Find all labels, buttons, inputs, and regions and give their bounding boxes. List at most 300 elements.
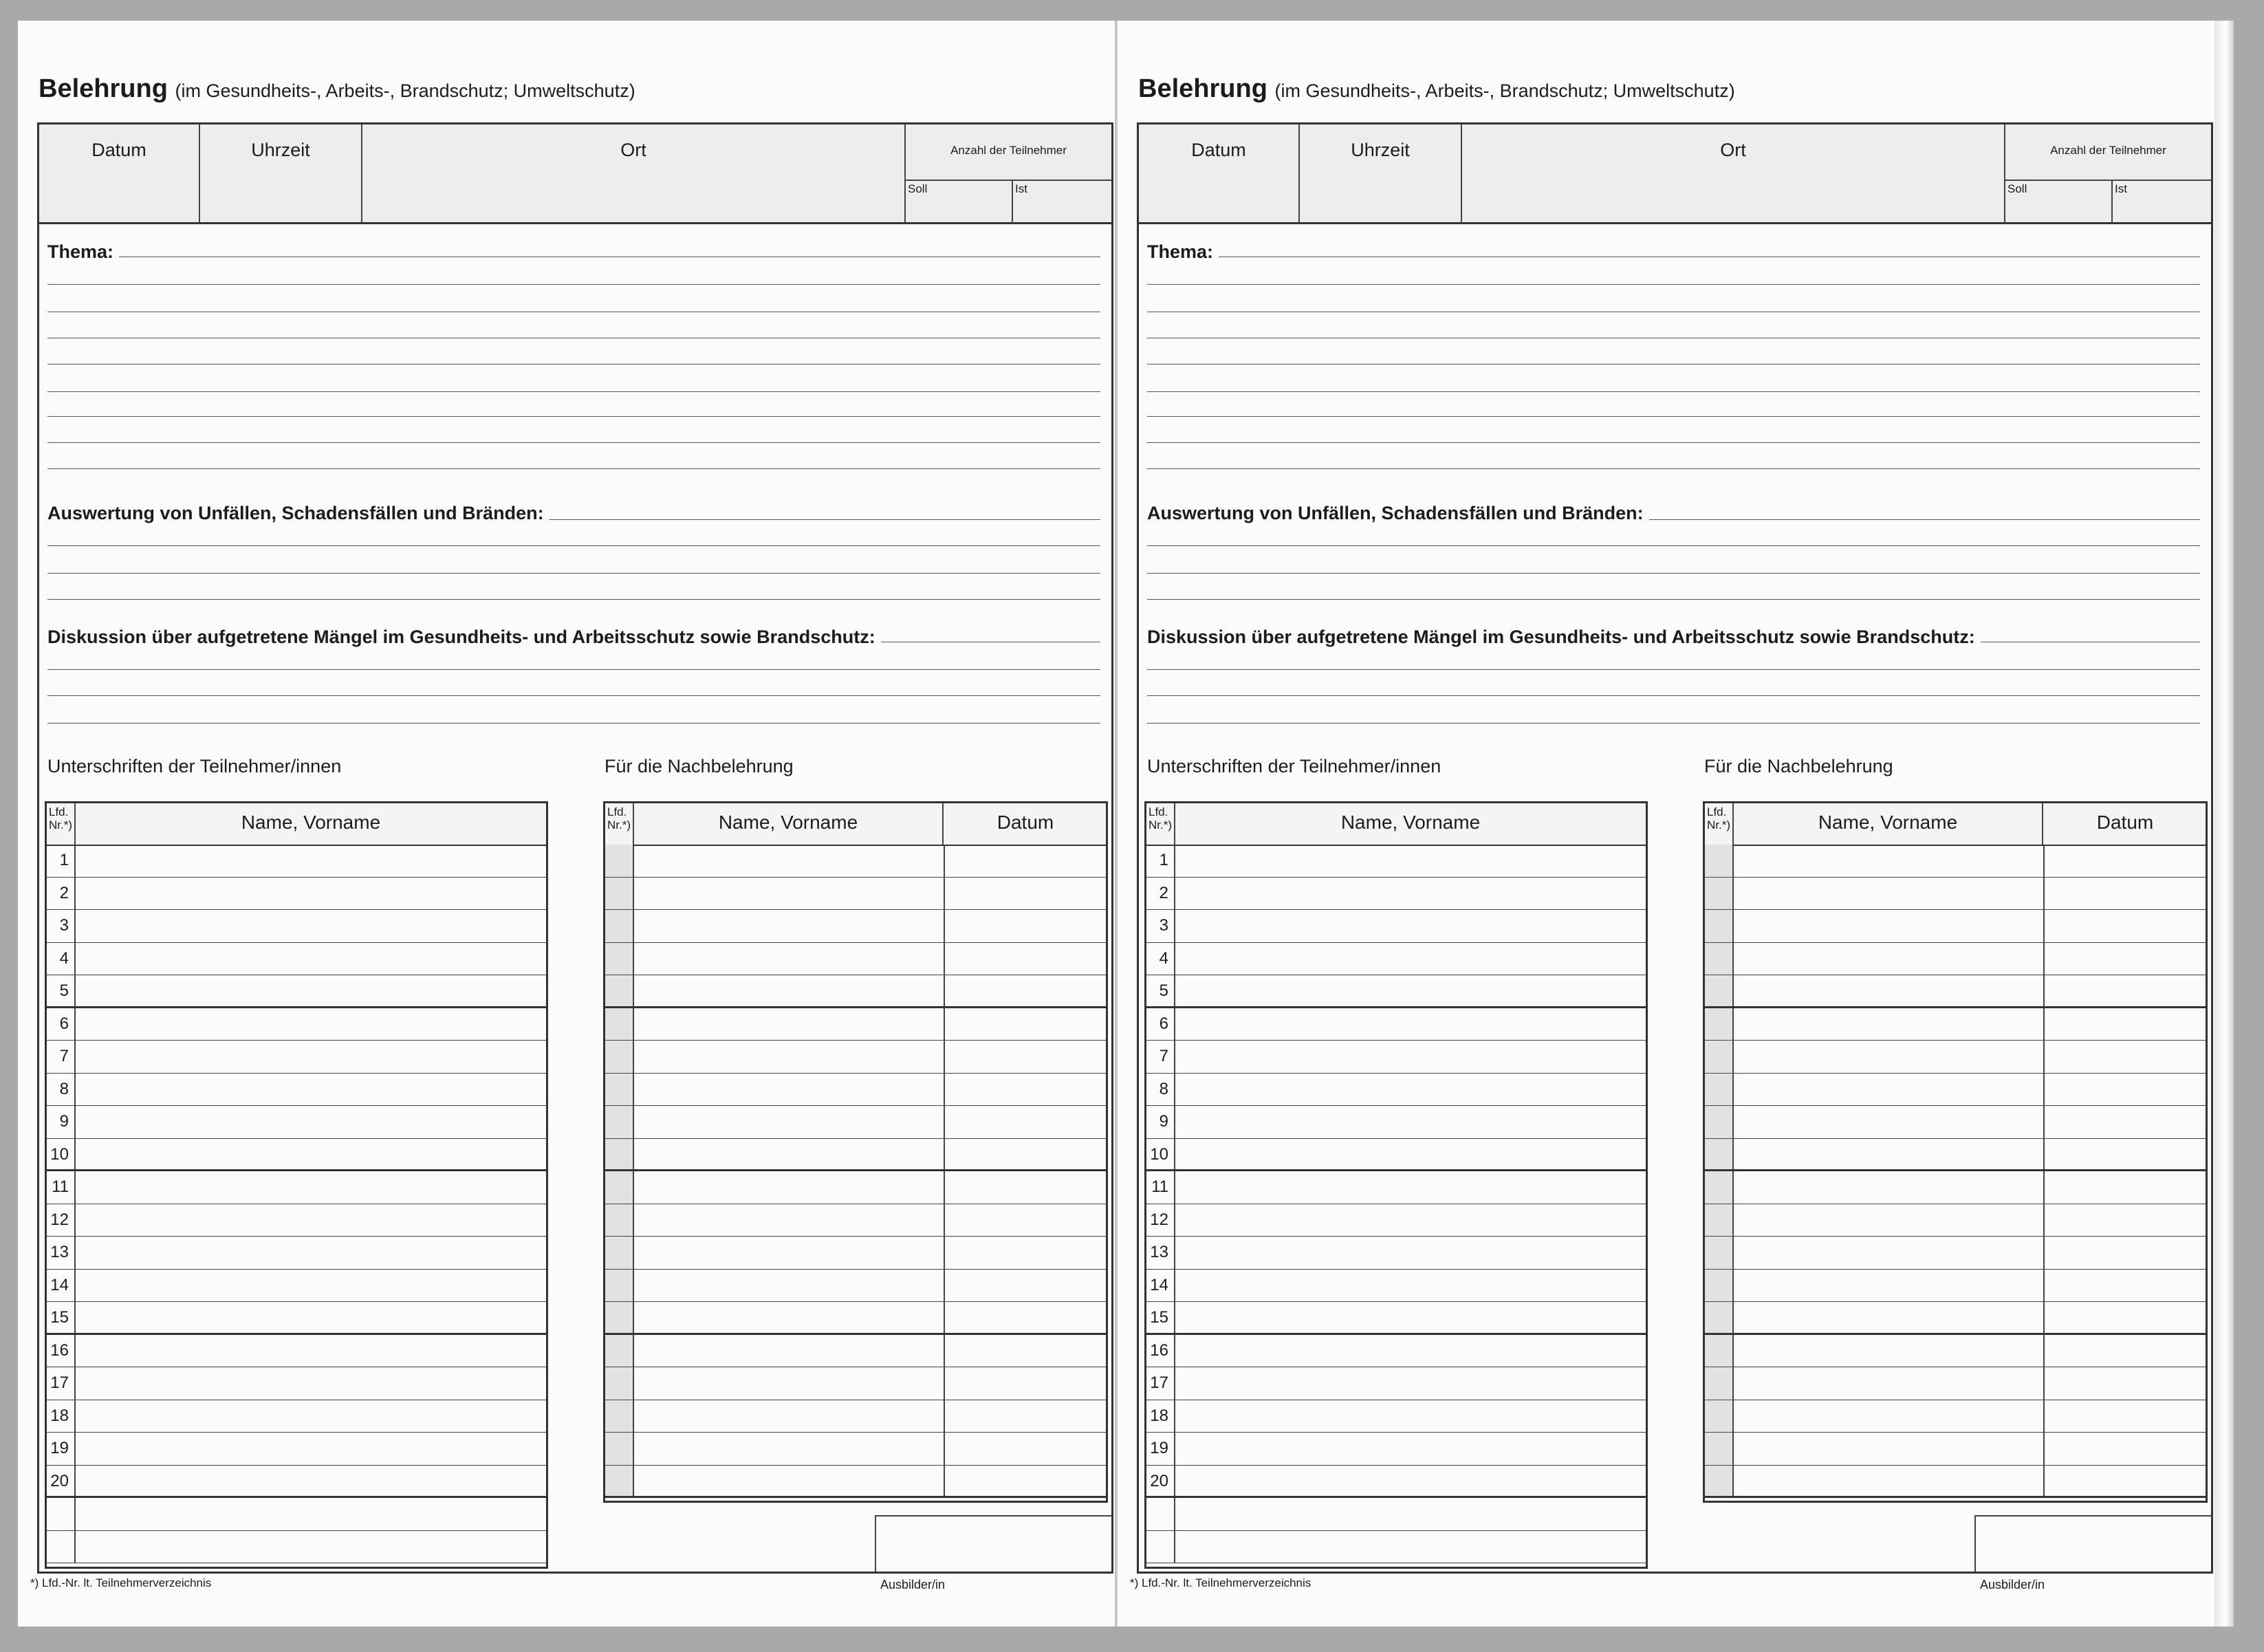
- lfd-nr-cell: 17: [1146, 1367, 1175, 1400]
- table-row[interactable]: [1146, 1270, 1646, 1303]
- lfd-nr-cell: 1: [1146, 845, 1175, 877]
- datum-header: [945, 803, 1106, 845]
- text-label: Diskussion über aufgetretene Mängel im Gesundheits- und Arbeitsschutz sowie Brandschutz:: [1147, 627, 1975, 647]
- text-label: Lfd. Nr.*): [607, 805, 631, 832]
- lfd-nr-cell: 9: [47, 1106, 76, 1138]
- lfd-nr-cell[interactable]: [605, 943, 634, 975]
- lfd-nr-cell[interactable]: [1705, 878, 1734, 910]
- lfd-nr-cell: 10: [1146, 1139, 1175, 1170]
- table-row[interactable]: [1705, 1139, 2206, 1172]
- lfd-nr-cell: 12: [1146, 1204, 1175, 1237]
- datum-cell[interactable]: [2043, 1041, 2045, 1073]
- lfd-nr-cell[interactable]: [605, 1466, 634, 1497]
- lfd-nr-cell: 20: [47, 1466, 76, 1497]
- datum-cell[interactable]: [2043, 1171, 2045, 1204]
- page-subtitle: (im Gesundheits-, Arbeits-, Brandschutz; Umweltschutz): [175, 80, 635, 101]
- lfd-nr-cell: 5: [47, 975, 76, 1006]
- ist-field[interactable]: [2113, 181, 2211, 224]
- table-row[interactable]: [1705, 1074, 2206, 1107]
- name-vorname-header: [634, 803, 944, 845]
- auswertung-label: [47, 503, 549, 524]
- lfd-nr-cell: 2: [47, 878, 76, 910]
- datum-cell[interactable]: [2043, 1335, 2045, 1367]
- datum-cell[interactable]: [944, 1204, 945, 1237]
- lfd-nr-header: [1146, 803, 1175, 845]
- page-edge: [2214, 21, 2234, 1627]
- datum-cell[interactable]: [944, 1237, 945, 1269]
- text-label: Lfd. Nr.*): [1707, 805, 1730, 832]
- text-label: Ort: [1720, 140, 1746, 160]
- table-row[interactable]: [1705, 878, 2206, 911]
- lfd-nr-cell: 7: [47, 1041, 76, 1073]
- table-row[interactable]: [605, 1204, 1106, 1237]
- text-label: Lfd. Nr.*): [49, 805, 72, 832]
- table-row[interactable]: [1146, 1008, 1646, 1041]
- writing-line[interactable]: [47, 284, 1100, 285]
- table-row[interactable]: [1146, 1433, 1646, 1466]
- datum-cell[interactable]: [2043, 1074, 2045, 1106]
- datum-cell[interactable]: [2043, 1237, 2045, 1269]
- lfd-nr-cell[interactable]: [605, 1237, 634, 1269]
- lfd-nr-cell[interactable]: [1705, 1270, 1734, 1302]
- lfd-nr-cell[interactable]: [1705, 1367, 1734, 1400]
- lfd-nr-cell[interactable]: [605, 1008, 634, 1041]
- lfd-nr-cell[interactable]: [605, 1400, 634, 1433]
- table-row[interactable]: [605, 1367, 1106, 1400]
- table-row[interactable]: [1705, 1367, 2206, 1400]
- datum-cell[interactable]: [944, 1041, 945, 1073]
- datum-cell[interactable]: [944, 1367, 945, 1400]
- lfd-nr-cell[interactable]: [1705, 1171, 1734, 1204]
- datum-cell[interactable]: [944, 943, 945, 975]
- table-row[interactable]: [1146, 845, 1646, 878]
- writing-line[interactable]: [47, 391, 1100, 392]
- writing-line[interactable]: [1147, 416, 2200, 417]
- lfd-nr-header: [47, 803, 76, 845]
- text-label: Name, Vorname: [718, 812, 858, 833]
- table-row[interactable]: [1146, 1237, 1646, 1270]
- writing-line[interactable]: [1147, 599, 2200, 600]
- table-row[interactable]: [1705, 1302, 2206, 1335]
- table-row[interactable]: [605, 1335, 1106, 1368]
- datum-cell[interactable]: [2043, 1204, 2045, 1237]
- lfd-nr-cell[interactable]: [1705, 1466, 1734, 1497]
- table-row[interactable]: [1146, 1335, 1646, 1368]
- lfd-nr-cell[interactable]: [605, 1270, 634, 1302]
- text-label: Belehrung: [1138, 74, 1267, 103]
- datum-cell[interactable]: [944, 845, 945, 877]
- lfd-nr-cell: 8: [47, 1074, 76, 1106]
- signatures-caption: [47, 756, 341, 777]
- lfd-nr-cell[interactable]: [605, 1433, 634, 1465]
- writing-line[interactable]: [47, 416, 1100, 417]
- table-row[interactable]: [47, 845, 546, 878]
- table-row[interactable]: [1146, 943, 1646, 976]
- table-row[interactable]: [605, 1237, 1106, 1270]
- lfd-nr-cell[interactable]: [605, 878, 634, 910]
- signatures-caption: [1147, 756, 1441, 777]
- uhrzeit-field[interactable]: [1300, 124, 1462, 222]
- page-title: [1138, 74, 1735, 104]
- ist-field[interactable]: [1013, 181, 1111, 224]
- datum-cell[interactable]: [944, 910, 945, 942]
- lfd-nr-cell[interactable]: [605, 1204, 634, 1237]
- datum-cell[interactable]: [944, 975, 945, 1006]
- writing-line[interactable]: [1147, 284, 2200, 285]
- nachbelehrung-caption: [1704, 756, 1893, 777]
- datum-cell[interactable]: [944, 1302, 945, 1333]
- lfd-nr-cell: 18: [1146, 1400, 1175, 1433]
- lfd-nr-cell: 4: [1146, 943, 1175, 975]
- writing-line[interactable]: [1147, 391, 2200, 392]
- lfd-nr-cell: 11: [1146, 1171, 1175, 1204]
- table-row[interactable]: [47, 878, 546, 911]
- lfd-nr-cell[interactable]: [1705, 1008, 1734, 1041]
- table-row[interactable]: [605, 1041, 1106, 1074]
- text-label: Ort: [620, 140, 646, 160]
- table-row[interactable]: [1705, 1237, 2206, 1270]
- datum-cell[interactable]: [944, 1433, 945, 1465]
- table-row[interactable]: [47, 1531, 546, 1564]
- table-row[interactable]: [605, 1074, 1106, 1107]
- table-row[interactable]: [1705, 1106, 2206, 1139]
- table-row[interactable]: [605, 1400, 1106, 1433]
- table-row[interactable]: [1146, 1531, 1646, 1564]
- lfd-nr-cell: 5: [1146, 975, 1175, 1006]
- table-row[interactable]: [605, 1008, 1106, 1041]
- lfd-nr-cell: 3: [1146, 910, 1175, 942]
- table-row[interactable]: [47, 1466, 546, 1499]
- table-row[interactable]: [47, 975, 546, 1008]
- table-row[interactable]: [1705, 1335, 2206, 1368]
- text-label: Datum: [1191, 140, 1246, 160]
- header-table: [1139, 124, 2211, 224]
- name-vorname-header: [1175, 803, 1646, 845]
- table-row[interactable]: [47, 1074, 546, 1107]
- datum-cell[interactable]: [2043, 1433, 2045, 1465]
- lfd-nr-cell[interactable]: [1705, 943, 1734, 975]
- lfd-nr-cell[interactable]: [605, 1074, 634, 1106]
- datum-cell[interactable]: [944, 1008, 945, 1041]
- lfd-nr-cell: 15: [47, 1302, 76, 1333]
- table-row[interactable]: [1705, 845, 2206, 878]
- text-label: Anzahl der Teilnehmer: [950, 144, 1067, 157]
- table-row[interactable]: [47, 1433, 546, 1466]
- writing-line[interactable]: [47, 669, 1100, 670]
- diskussion-label: [47, 627, 881, 648]
- text-label: Unterschriften der Teilnehmer/innen: [1147, 756, 1441, 776]
- table-row[interactable]: [1705, 1041, 2206, 1074]
- soll-field[interactable]: [906, 181, 1013, 224]
- datum-cell[interactable]: [2043, 1302, 2045, 1333]
- table-row[interactable]: [47, 1400, 546, 1433]
- table-row[interactable]: [47, 1171, 546, 1204]
- text-label: Thema:: [1147, 241, 1214, 262]
- text-label: Belehrung: [39, 74, 168, 103]
- table-header: [605, 803, 1106, 846]
- lfd-nr-cell[interactable]: [605, 1367, 634, 1400]
- writing-line[interactable]: [47, 545, 1100, 546]
- lfd-nr-cell[interactable]: [605, 1335, 634, 1367]
- text-label: Name, Vorname: [1818, 812, 1958, 833]
- table-row[interactable]: [1705, 1433, 2206, 1466]
- lfd-nr-cell: 8: [1146, 1074, 1175, 1106]
- datum-cell[interactable]: [944, 1074, 945, 1106]
- table-row[interactable]: [605, 1270, 1106, 1303]
- diskussion-label: [1147, 627, 1981, 648]
- text-label: Auswertung von Unfällen, Schadensfällen und Bränden:: [1147, 503, 1644, 523]
- text-label: Soll: [908, 182, 928, 195]
- lfd-nr-cell[interactable]: [605, 1106, 634, 1138]
- nachbelehrung-table: [603, 801, 1108, 1503]
- table-row[interactable]: [1705, 975, 2206, 1008]
- lfd-nr-cell[interactable]: [1705, 1139, 1734, 1170]
- text-label: Soll: [2007, 182, 2027, 195]
- table-row[interactable]: [1705, 943, 2206, 976]
- table-row[interactable]: [1146, 1302, 1646, 1335]
- nachbelehrung-table: [1703, 801, 2208, 1503]
- datum-cell[interactable]: [944, 1139, 945, 1170]
- datum-field[interactable]: [1139, 124, 1300, 222]
- table-row[interactable]: [1146, 1204, 1646, 1237]
- writing-line[interactable]: [1147, 723, 2200, 724]
- datum-cell[interactable]: [2043, 943, 2045, 975]
- writing-line[interactable]: [47, 573, 1100, 574]
- table-row[interactable]: [605, 975, 1106, 1008]
- lfd-nr-cell[interactable]: [1705, 1041, 1734, 1073]
- header-table: [39, 124, 1111, 224]
- table-row[interactable]: [1146, 878, 1646, 911]
- soll-ist-row: [906, 180, 1111, 224]
- datum-cell[interactable]: [2043, 910, 2045, 942]
- lfd-nr-cell: 13: [1146, 1237, 1175, 1269]
- writing-line[interactable]: [1147, 695, 2200, 696]
- table-row[interactable]: [47, 1237, 546, 1270]
- datum-cell[interactable]: [2043, 878, 2045, 910]
- lfd-nr-cell[interactable]: [605, 1171, 634, 1204]
- table-row[interactable]: [605, 943, 1106, 976]
- table-row[interactable]: [1705, 1466, 2206, 1499]
- table-row[interactable]: [1146, 1074, 1646, 1107]
- text-label: Für die Nachbelehrung: [605, 756, 794, 776]
- lfd-nr-cell: 13: [47, 1237, 76, 1269]
- datum-field[interactable]: [39, 124, 200, 222]
- datum-cell[interactable]: [2043, 1106, 2045, 1138]
- writing-line[interactable]: [1147, 364, 2200, 365]
- text-label: Auswertung von Unfällen, Schadensfällen und Bränden:: [47, 503, 544, 523]
- table-row[interactable]: [47, 1270, 546, 1303]
- lfd-nr-cell: 9: [1146, 1106, 1175, 1138]
- writing-line[interactable]: [47, 468, 1100, 469]
- writing-line[interactable]: [47, 599, 1100, 600]
- datum-cell[interactable]: [2043, 1008, 2045, 1041]
- lfd-nr-cell[interactable]: [1705, 1237, 1734, 1269]
- table-row[interactable]: [1146, 1106, 1646, 1139]
- lfd-nr-cell: [47, 1498, 76, 1530]
- lfd-nr-cell: [47, 1531, 76, 1563]
- lfd-nr-cell[interactable]: [1705, 910, 1734, 942]
- table-row[interactable]: [605, 1139, 1106, 1172]
- table-row[interactable]: [1146, 1171, 1646, 1204]
- name-vorname-header: [1734, 803, 2043, 845]
- form-frame: [1137, 122, 2213, 1574]
- lfd-nr-cell: 10: [47, 1139, 76, 1170]
- lfd-nr-cell[interactable]: [1705, 1302, 1734, 1333]
- table-row[interactable]: [605, 1433, 1106, 1466]
- ort-field[interactable]: [362, 124, 906, 222]
- datum-cell[interactable]: [2043, 1139, 2045, 1170]
- writing-line[interactable]: [47, 442, 1100, 443]
- datum-cell[interactable]: [2043, 1400, 2045, 1433]
- text-label: *) Lfd.-Nr. lt. Teilnehmerverzeichnis: [30, 1576, 212, 1589]
- table-row[interactable]: [47, 1498, 546, 1531]
- lfd-nr-cell: [1146, 1498, 1175, 1530]
- lfd-nr-cell[interactable]: [1705, 1433, 1734, 1465]
- table-row[interactable]: [605, 1302, 1106, 1335]
- table-row[interactable]: [47, 943, 546, 976]
- lfd-nr-cell: 18: [47, 1400, 76, 1433]
- lfd-nr-header: [605, 803, 634, 845]
- thema-label: [1147, 241, 1219, 263]
- table-row[interactable]: [1705, 1204, 2206, 1237]
- table-row[interactable]: [1146, 1041, 1646, 1074]
- ausbilder-signature-field[interactable]: [1974, 1515, 2211, 1572]
- datum-cell[interactable]: [2043, 1367, 2045, 1400]
- table-header: [1705, 803, 2206, 846]
- writing-line[interactable]: [47, 695, 1100, 696]
- soll-field[interactable]: [2005, 181, 2113, 224]
- text-label: Ist: [2115, 182, 2127, 195]
- ausbilder-signature-field[interactable]: [875, 1515, 1111, 1572]
- table-row[interactable]: [605, 1466, 1106, 1499]
- table-row[interactable]: [1705, 910, 2206, 943]
- lfd-nr-cell[interactable]: [1705, 1106, 1734, 1138]
- form-page-right: [1118, 21, 2214, 1627]
- lfd-nr-cell: 2: [1146, 878, 1175, 910]
- page-title: [39, 74, 635, 104]
- table-row[interactable]: [1705, 1270, 2206, 1303]
- auswertung-label: [1147, 503, 1649, 524]
- table-row[interactable]: [1146, 1400, 1646, 1433]
- lfd-nr-cell: 16: [1146, 1335, 1175, 1367]
- lfd-nr-cell: 1: [47, 845, 76, 877]
- datum-cell[interactable]: [944, 1400, 945, 1433]
- lfd-nr-cell[interactable]: [605, 975, 634, 1006]
- table-row[interactable]: [1705, 1008, 2206, 1041]
- table-row[interactable]: [1146, 1367, 1646, 1400]
- text-label: Lfd. Nr.*): [1149, 805, 1172, 832]
- signatures-table: [1144, 801, 1648, 1569]
- datum-cell[interactable]: [944, 1171, 945, 1204]
- uhrzeit-field[interactable]: [200, 124, 362, 222]
- datum-cell[interactable]: [944, 1106, 945, 1138]
- lfd-nr-cell[interactable]: [605, 845, 634, 877]
- text-label: Diskussion über aufgetretene Mängel im Gesundheits- und Arbeitsschutz sowie Brandschutz:: [47, 627, 875, 647]
- lfd-nr-cell[interactable]: [605, 1041, 634, 1073]
- signatures-table: [45, 801, 548, 1569]
- table-row[interactable]: [47, 1302, 546, 1335]
- table-row[interactable]: [605, 878, 1106, 911]
- table-row[interactable]: [1146, 1139, 1646, 1172]
- text-label: Ist: [1015, 182, 1027, 195]
- writing-line[interactable]: [47, 364, 1100, 365]
- soll-ist-row: [2005, 180, 2211, 224]
- form-page-left: [18, 21, 1115, 1627]
- table-row[interactable]: [47, 1041, 546, 1074]
- table-row[interactable]: [1146, 975, 1646, 1008]
- lfd-nr-cell[interactable]: [1705, 1400, 1734, 1433]
- datum-cell[interactable]: [2043, 1466, 2045, 1497]
- page-subtitle: (im Gesundheits-, Arbeits-, Brandschutz; Umweltschutz): [1274, 80, 1735, 101]
- table-row[interactable]: [605, 910, 1106, 943]
- table-row[interactable]: [1146, 1498, 1646, 1531]
- lfd-nr-cell: 6: [47, 1008, 76, 1041]
- datum-header: [2045, 803, 2206, 845]
- table-row[interactable]: [47, 1008, 546, 1041]
- datum-cell[interactable]: [944, 1335, 945, 1367]
- text-label: Für die Nachbelehrung: [1704, 756, 1893, 776]
- writing-line[interactable]: [1147, 442, 2200, 443]
- writing-line[interactable]: [1147, 545, 2200, 546]
- writing-line[interactable]: [47, 723, 1100, 724]
- lfd-nr-cell: 20: [1146, 1466, 1175, 1497]
- datum-cell[interactable]: [2043, 975, 2045, 1006]
- footnote: [30, 1576, 211, 1590]
- table-row[interactable]: [1705, 1171, 2206, 1204]
- table-row[interactable]: [47, 1106, 546, 1139]
- lfd-nr-cell[interactable]: [1705, 975, 1734, 1006]
- thema-label: [47, 241, 119, 263]
- lfd-nr-cell[interactable]: [1705, 1335, 1734, 1367]
- table-row[interactable]: [47, 910, 546, 943]
- lfd-nr-cell[interactable]: [605, 1139, 634, 1170]
- table-row[interactable]: [605, 845, 1106, 878]
- table-row[interactable]: [47, 1204, 546, 1237]
- lfd-nr-cell[interactable]: [605, 910, 634, 942]
- writing-line[interactable]: [1147, 669, 2200, 670]
- table-row[interactable]: [47, 1367, 546, 1400]
- text-label: Anzahl der Teilnehmer: [2050, 144, 2166, 157]
- lfd-nr-cell[interactable]: [1705, 1074, 1734, 1106]
- ort-field[interactable]: [1462, 124, 2005, 222]
- datum-cell[interactable]: [944, 1466, 945, 1497]
- datum-cell[interactable]: [944, 878, 945, 910]
- table-row[interactable]: [1146, 910, 1646, 943]
- lfd-nr-cell: 11: [47, 1171, 76, 1204]
- lfd-nr-cell[interactable]: [1705, 1204, 1734, 1237]
- table-row[interactable]: [1146, 1466, 1646, 1499]
- lfd-nr-cell: 14: [1146, 1270, 1175, 1302]
- lfd-nr-cell[interactable]: [605, 1302, 634, 1333]
- lfd-nr-cell: 4: [47, 943, 76, 975]
- writing-line[interactable]: [1147, 468, 2200, 469]
- text-label: Unterschriften der Teilnehmer/innen: [47, 756, 342, 776]
- text-label: Uhrzeit: [1351, 140, 1410, 160]
- datum-cell[interactable]: [2043, 1270, 2045, 1302]
- table-row[interactable]: [605, 1171, 1106, 1204]
- lfd-nr-cell[interactable]: [1705, 845, 1734, 877]
- lfd-nr-cell: 12: [47, 1204, 76, 1237]
- datum-cell[interactable]: [944, 1270, 945, 1302]
- text-label: Uhrzeit: [251, 140, 310, 160]
- table-row[interactable]: [1705, 1400, 2206, 1433]
- table-row[interactable]: [47, 1335, 546, 1368]
- writing-line[interactable]: [1147, 573, 2200, 574]
- table-row[interactable]: [47, 1139, 546, 1172]
- datum-cell[interactable]: [2043, 845, 2045, 877]
- table-row[interactable]: [605, 1106, 1106, 1139]
- table-header: [1146, 803, 1646, 846]
